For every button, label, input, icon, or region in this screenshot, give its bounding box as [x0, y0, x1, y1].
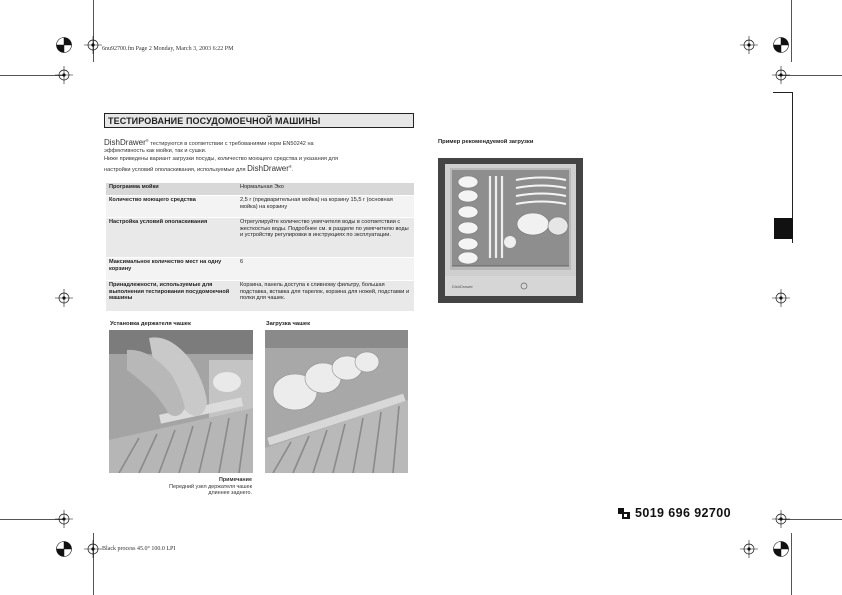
crosshair-icon	[84, 36, 102, 54]
crosshair-icon	[772, 289, 790, 307]
table-header-value: Нормальная Эко	[237, 183, 414, 196]
barcode-logo-icon	[618, 507, 631, 520]
table-cell-value: Отрегулируйте количество умягчителя воды в соответствии с жесткостью воды. Подробнее см. в разделе по умягчителю воды и устройству регулировки в инструкциях по эксплуатации.	[237, 218, 414, 258]
crosshair-icon	[772, 510, 790, 528]
table-row	[106, 258, 414, 281]
note-line-1: Передний узел держателя чашек	[169, 483, 252, 490]
table-row	[106, 196, 414, 218]
margin-line-top	[773, 92, 793, 93]
table-cell-key: Максимальное количество мест на одну корзину	[106, 258, 237, 281]
part-number-text: 5019 696 92700	[635, 506, 731, 520]
brand-mark: ®	[145, 138, 149, 143]
crosshair-icon	[84, 540, 102, 558]
registration-target-icon	[773, 541, 789, 557]
brand-name: DishDrawer	[247, 163, 289, 173]
slug-top: 6nu92700.fm Page 2 Monday, March 3, 2003 6:22 PM	[102, 46, 234, 52]
intro-line-4-end: .	[291, 166, 294, 173]
slug-bottom: Black process 45.0° 100.0 LPI	[102, 546, 176, 552]
cup-loading-caption: Загрузка чашек	[266, 321, 311, 327]
table-cell-key: Принадлежности, используемые для выполнения тестирования посудомоечной машины	[106, 281, 237, 312]
note-block	[130, 477, 252, 497]
cup-loading-photo	[265, 330, 408, 473]
page-title: ТЕСТИРОВАНИЕ ПОСУДОМОЕЧНОЙ МАШИНЫ	[104, 113, 414, 128]
dishwasher-load-image	[438, 158, 583, 303]
crosshair-icon	[740, 540, 758, 558]
crop-line-right-bottom	[791, 533, 792, 595]
brand-mark: ®	[288, 164, 292, 170]
example-load-photo	[438, 158, 583, 303]
part-number	[618, 506, 731, 520]
test-spec-table	[106, 183, 414, 311]
section-tab-marker	[774, 218, 793, 239]
brand-name: DishDrawer	[104, 137, 146, 147]
intro-line-3: Ниже приведены вариант загрузки посуды, количество моющего средства и указания для	[104, 155, 338, 162]
table-header-row	[106, 183, 414, 196]
intro-line-1: тестируются в соответствии с требованиями норм EN50242 на	[148, 140, 314, 147]
table-row	[106, 281, 414, 312]
crop-line-right-top	[791, 0, 792, 62]
note-title: Примечание	[218, 477, 252, 483]
registration-target-icon	[56, 541, 72, 557]
hand-installing-cup-holder-image	[109, 330, 253, 473]
crosshair-icon	[740, 36, 758, 54]
table-row	[106, 218, 414, 258]
table-header-key: Программа мойки	[106, 183, 237, 196]
intro-line-2: эффективность как мойки, так и сушки.	[104, 148, 207, 155]
table-cell-key: Количество моющего средства	[106, 196, 237, 218]
table-cell-key: Настройка условий ополаскивания	[106, 218, 237, 258]
photo-brand-label: DishDrawer	[452, 284, 473, 289]
table-cell-value: 2,5 г (предварительная мойка) на корзину 15,5 г (основная мойка) на корзину	[237, 196, 414, 218]
cup-holder-caption: Установка держателя чашек	[110, 321, 191, 327]
intro-paragraph	[104, 137, 416, 174]
crosshair-icon	[55, 510, 73, 528]
crosshair-icon	[55, 289, 73, 307]
cup-holder-photo	[109, 330, 253, 473]
example-load-caption: Пример рекомендуемой загрузки	[438, 139, 534, 145]
cups-in-rack-image	[265, 330, 408, 473]
table-cell-value: Корзина, панель доступа к сливному фильтру, большая подставка, вставка для тарелок, корзина для ножей, подставки и полки для чашек.	[237, 281, 414, 312]
registration-target-icon	[773, 37, 789, 53]
crosshair-icon	[55, 66, 73, 84]
registration-target-icon	[56, 37, 72, 53]
note-line-2: длиннее заднего.	[208, 490, 252, 497]
intro-line-4: настройки условий ополаскивания, используемые для	[104, 166, 248, 173]
crosshair-icon	[772, 66, 790, 84]
table-cell-value: 6	[237, 258, 414, 281]
